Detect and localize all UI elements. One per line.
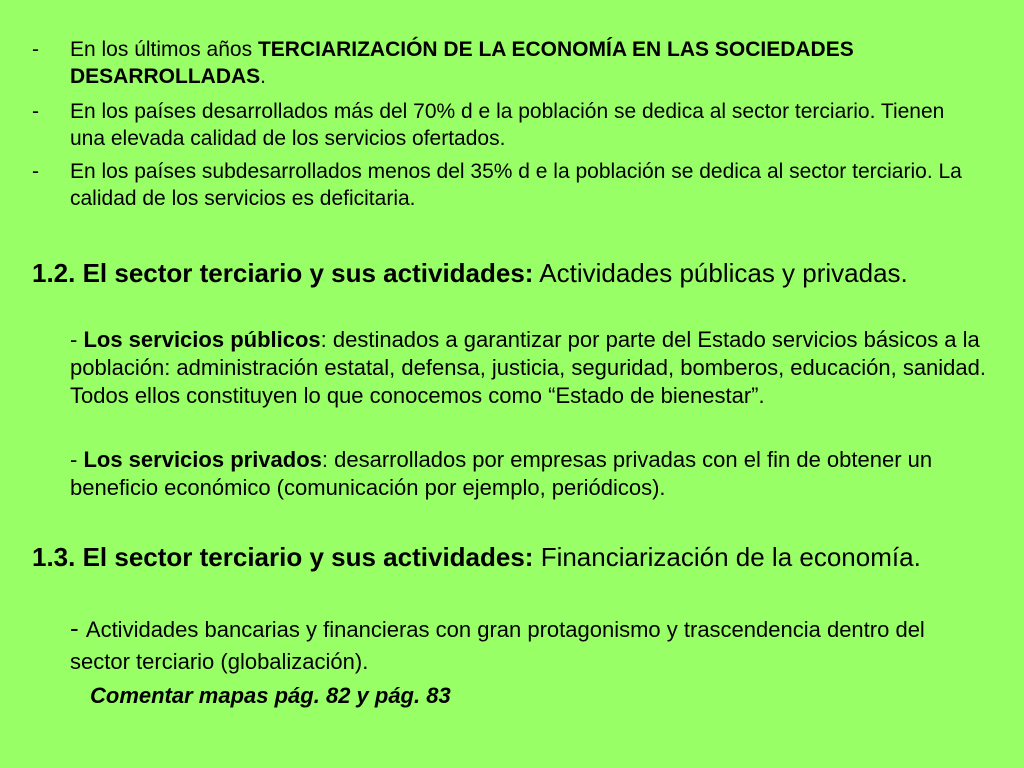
bullet-text: En los países subdesarrollados menos del 35% d e la población se dedica al sector terciario. La calidad de los servicios es deficitaria. — [70, 160, 962, 210]
paragraph-dash: - — [70, 613, 86, 643]
heading-rest: Financiarización de la economía. — [533, 542, 921, 572]
heading-bold: 1.2. El sector terciario y sus actividades: — [32, 258, 534, 288]
paragraph-text: : destinados a garantizar por parte del Estado servicios básicos a la población: administración estatal, defensa, justicia, seguridad, bomberos, educación, sanidad. Todos ellos constituyen lo que conocemos como “Estado de bienestar”. — [70, 327, 986, 408]
heading-rest: Actividades públicas y privadas. — [533, 258, 908, 288]
paragraph-dash: - — [70, 327, 84, 352]
bullet-text-post: . — [260, 65, 267, 88]
paragraph-bold: Los servicios privados — [83, 447, 322, 472]
paragraph-bold: Los servicios públicos — [83, 327, 321, 352]
paragraph-private-services — [70, 446, 990, 502]
paragraph-dash: - — [70, 447, 84, 472]
paragraph-public-services — [70, 326, 990, 410]
bullet-dash: - — [32, 38, 39, 61]
paragraph-financial-activities — [70, 612, 990, 678]
heading-bold: 1.3. El sector terciario y sus actividades: — [32, 542, 534, 572]
comment-maps-note: Comentar mapas pág. 82 y pág. 83 — [90, 683, 451, 708]
bullet-text-pre: En los últimos años — [70, 38, 258, 61]
heading-section-1-3 — [32, 542, 992, 572]
bullet-text: En los países desarrollados más del 70% d e la población se dedica al sector terciario. Tienen una elevada calidad de los servicios ofertados. — [70, 100, 945, 150]
bullet-dash: - — [32, 100, 39, 123]
bullet-text-bold: TERCIARIZACIÓN DE LA ECONOMÍA EN LAS SOCIEDADES DESARROLLADAS — [70, 38, 854, 88]
paragraph-text: Actividades bancarias y financieras con gran protagonismo y trascendencia dentro del sector terciario (globalización). — [70, 617, 925, 674]
heading-section-1-2 — [32, 258, 992, 288]
paragraph-text: : desarrollados por empresas privadas con el fin de obtener un beneficio económico (comunicación por ejemplo, periódicos). — [70, 447, 933, 500]
bullet-text — [70, 36, 970, 90]
bullet-dash: - — [32, 160, 39, 183]
